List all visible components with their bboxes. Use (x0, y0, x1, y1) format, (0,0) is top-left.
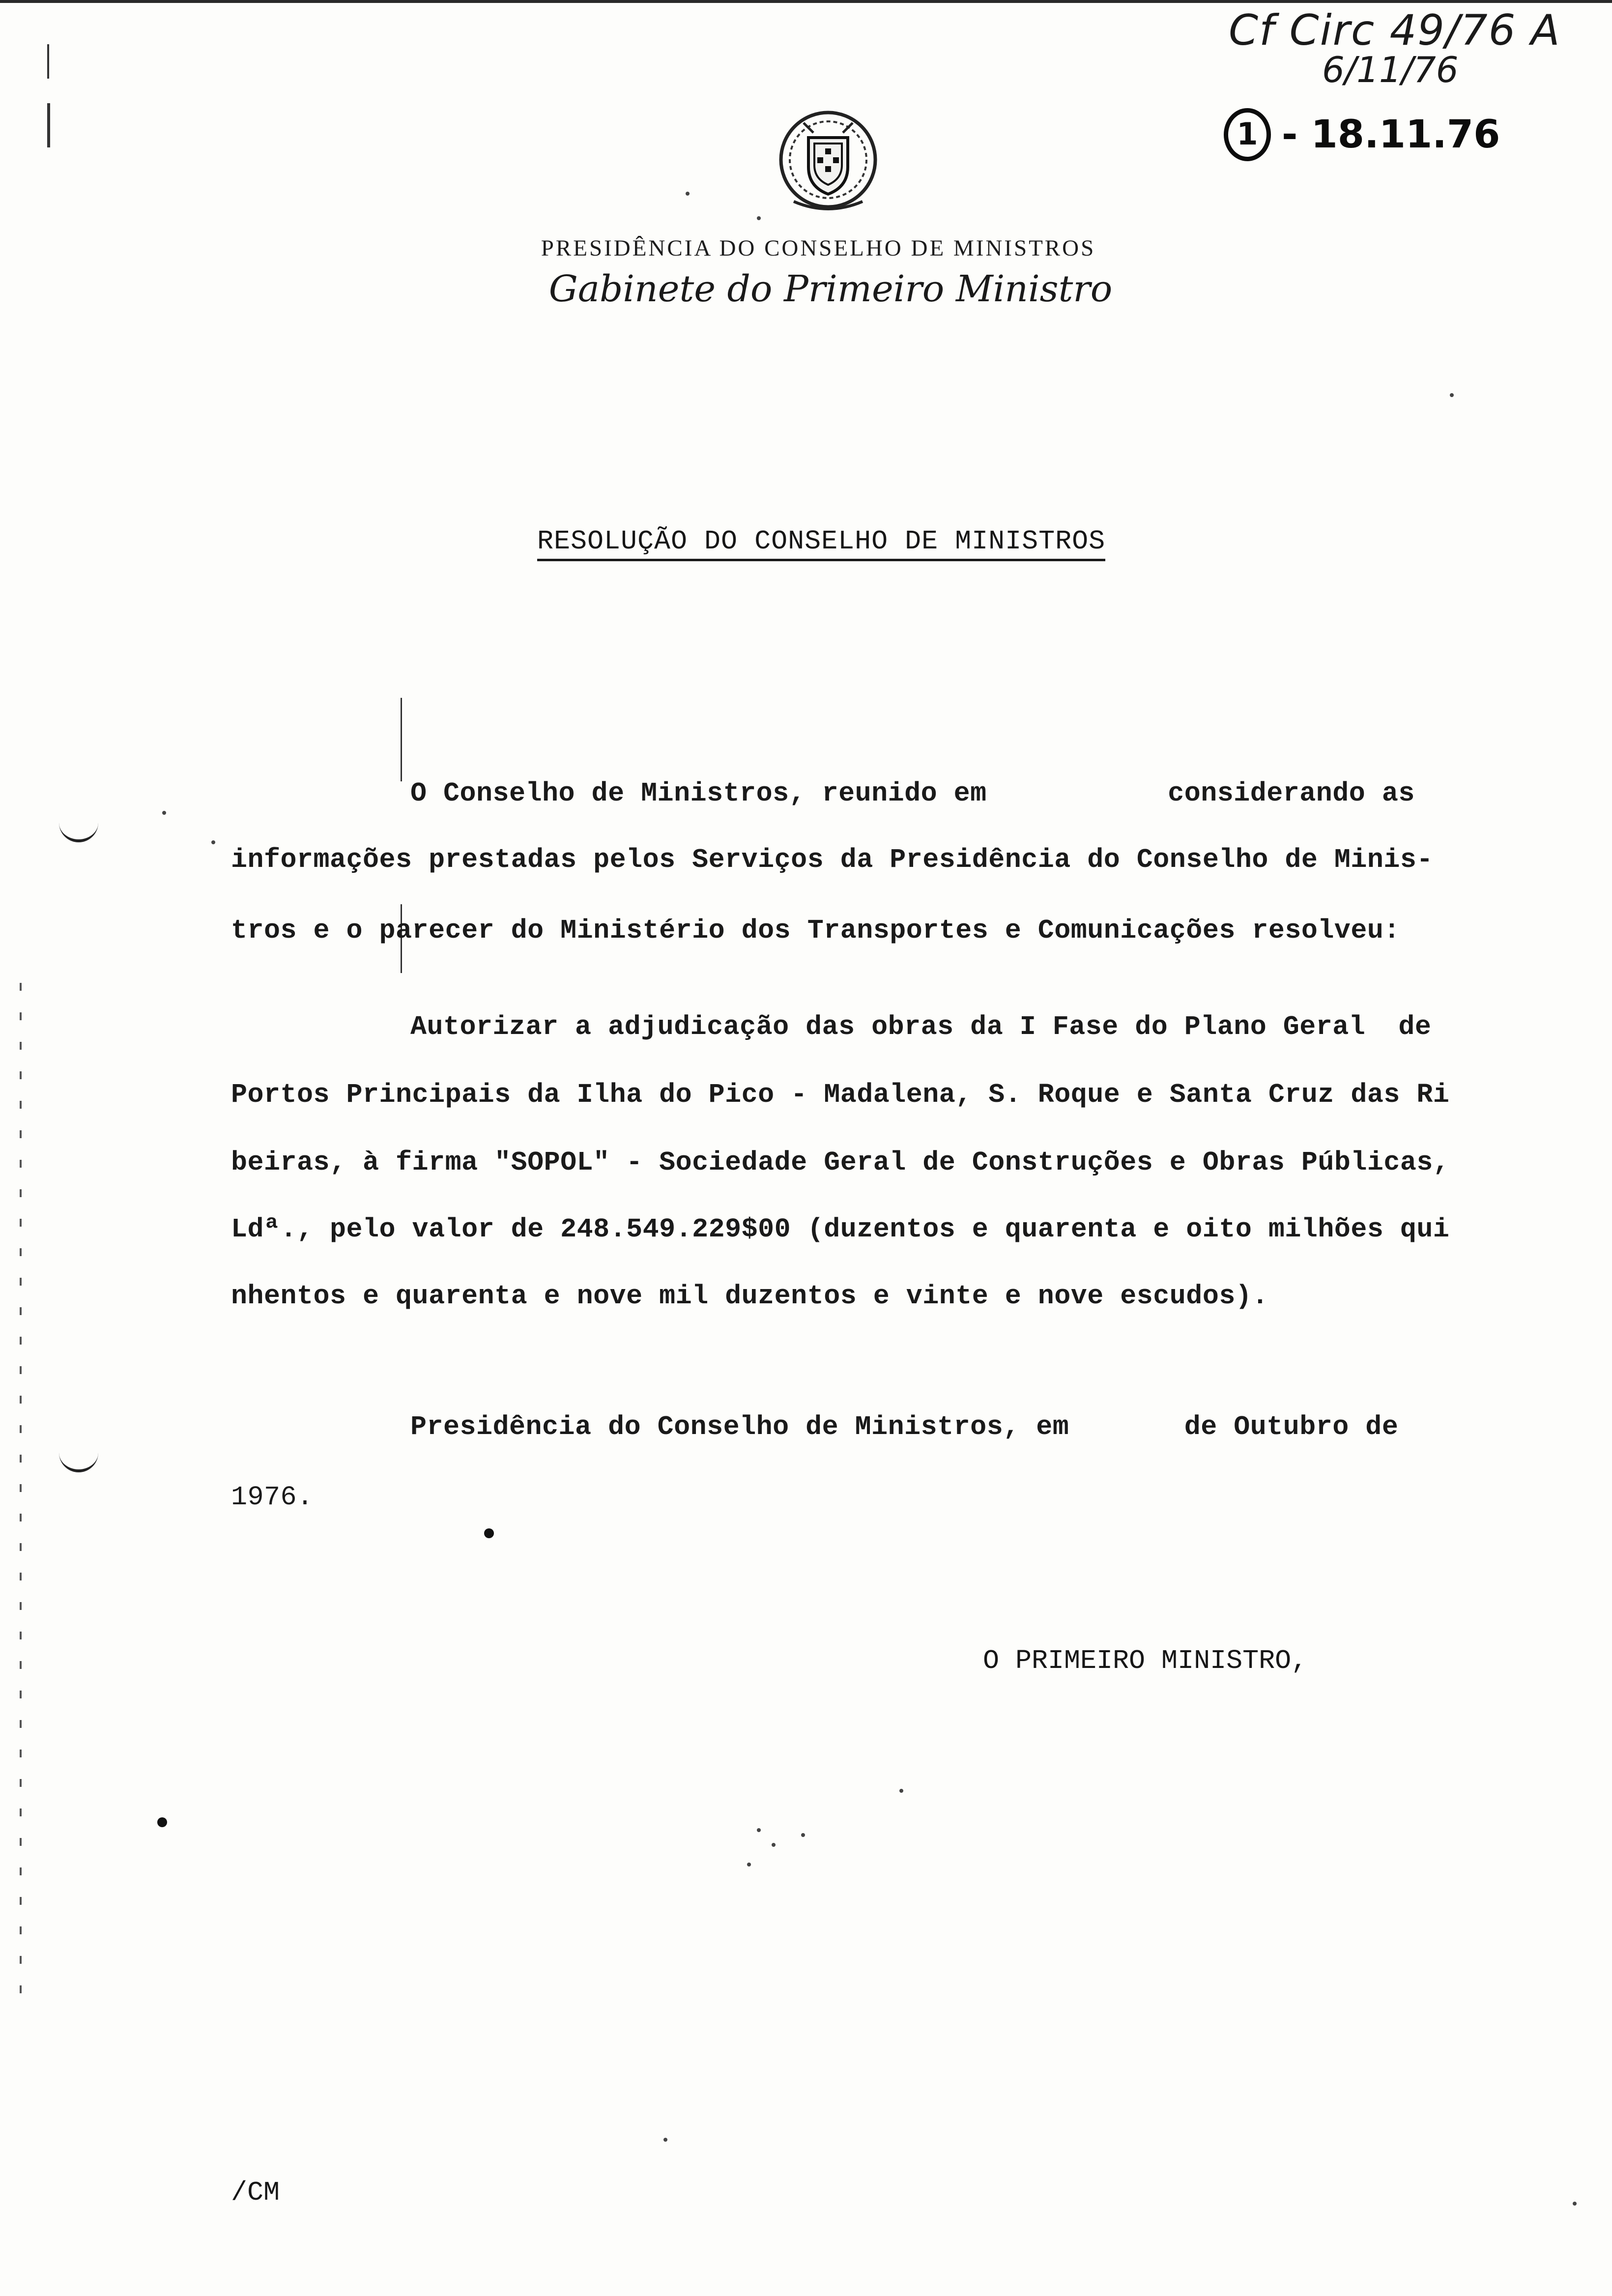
scan-speck (663, 2138, 667, 2142)
scan-speck (801, 1833, 805, 1837)
scan-fold-mark (59, 820, 98, 842)
scan-mark (47, 44, 49, 79)
letterhead-institution: PRESIDÊNCIA DO CONSELHO DE MINISTROS (541, 235, 1096, 261)
intro-line: tros e o parecer do Ministério dos Transportes e Comunicações resolveu: (231, 915, 1400, 946)
scan-speck (757, 216, 761, 220)
scan-speck (211, 840, 215, 844)
scan-speck (899, 1789, 903, 1793)
footer-code: /CM (231, 2177, 280, 2208)
entry-date: - 18.11.76 (1282, 113, 1500, 157)
scan-speck (686, 192, 690, 196)
scan-speck (757, 1828, 761, 1832)
scan-speck (484, 1528, 494, 1538)
date-line: Presidência do Conselho de Ministros, em de Outubro de (410, 1411, 1399, 1442)
scan-mark (47, 103, 50, 147)
scan-speck (772, 1843, 776, 1847)
coat-of-arms-icon (774, 103, 882, 216)
year-line: 1976. (231, 1482, 314, 1513)
handwritten-circular-reference: Cf Circ 49/76 A (1229, 6, 1561, 55)
scan-speck (162, 811, 166, 815)
entry-number: 1 (1224, 108, 1271, 161)
entry-stamp (1224, 108, 1500, 161)
scan-mark (401, 698, 402, 781)
intro-line: informações prestadas pelos Serviços da Presidência do Conselho de Minis- (231, 844, 1433, 875)
document-title: RESOLUÇÃO DO CONSELHO DE MINISTROS (537, 526, 1105, 561)
body-line: Ldª., pelo valor de 248.549.229$00 (duzentos e quarenta e oito milhões qui (231, 1214, 1450, 1245)
scan-dash-column (20, 983, 22, 2015)
top-edge-line (0, 0, 1612, 3)
body-line: Portos Principais da Ilha do Pico - Madalena, S. Roque e Santa Cruz das Ri (231, 1079, 1450, 1110)
letterhead-office: Gabinete do Primeiro Ministro (548, 268, 1113, 310)
scan-speck (747, 1863, 751, 1866)
signatory-title: O PRIMEIRO MINISTRO, (983, 1645, 1308, 1676)
body-line: Autorizar a adjudicação das obras da I Fase do Plano Geral de (410, 1011, 1432, 1042)
body-line: beiras, à firma "SOPOL" - Sociedade Geral de Construções e Obras Públicas, (231, 1147, 1450, 1178)
intro-line: O Conselho de Ministros, reunido em considerando as (410, 778, 1415, 809)
handwritten-date: 6/11/76 (1322, 49, 1459, 90)
scan-speck (157, 1817, 167, 1827)
body-line: nhentos e quarenta e nove mil duzentos e vinte e nove escudos). (231, 1281, 1268, 1312)
scan-fold-mark (59, 1450, 98, 1472)
scan-speck (1573, 2202, 1577, 2206)
scan-speck (1450, 393, 1454, 397)
